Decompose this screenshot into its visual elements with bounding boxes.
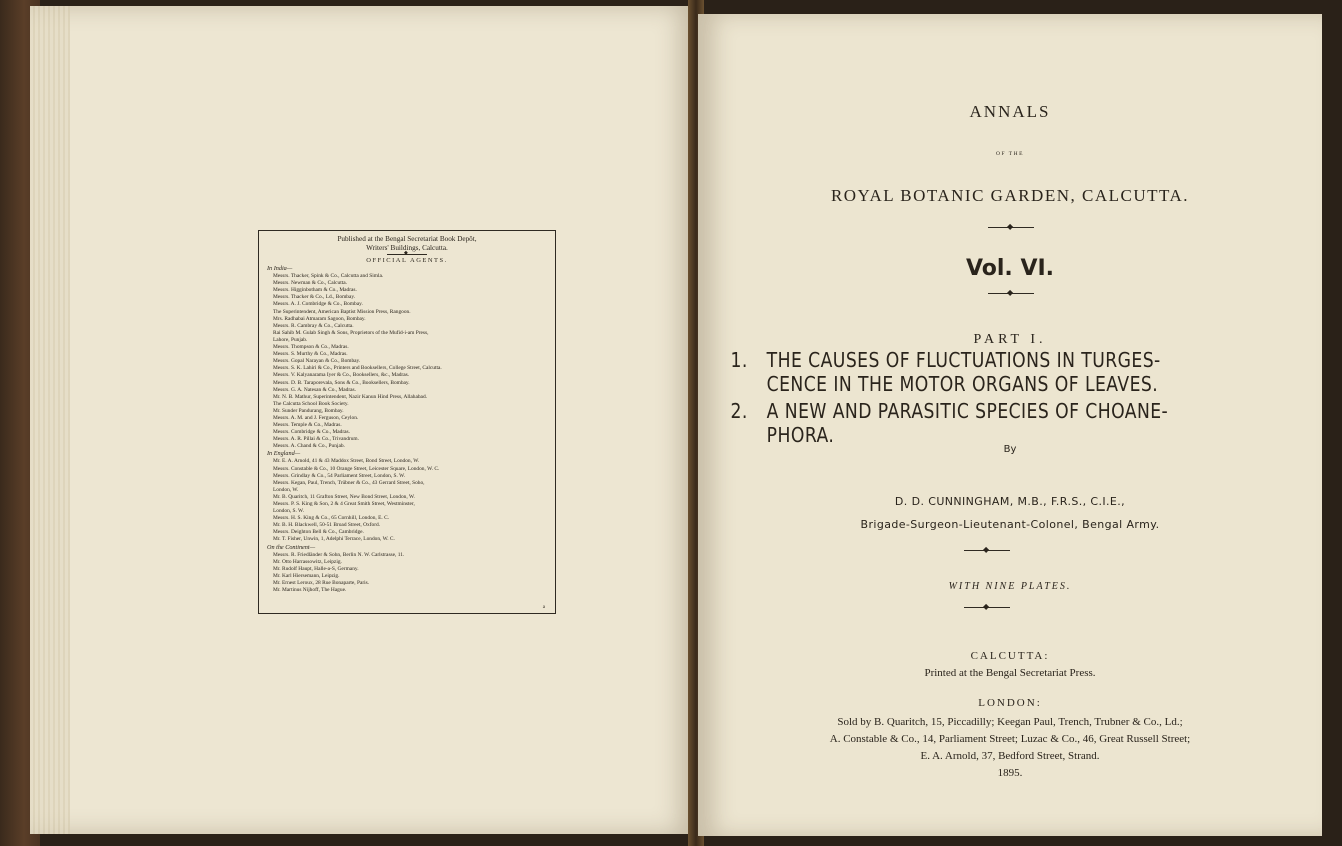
ornament-rule-4 (964, 607, 1010, 608)
left-page (30, 6, 698, 834)
of-the-line: OF THE (996, 151, 1024, 157)
agent-entry: Messrs. Higginbotham & Co., Madras. (273, 287, 357, 294)
imprint-city-london: LONDON: (978, 697, 1042, 709)
agent-entry: Messrs. Combridge & Co., Madras. (273, 429, 350, 436)
ornament-rule-3 (964, 550, 1010, 551)
agent-entry: Messrs. Kegan, Paul, Trench, Trübner & Co., 43 Gerrard Street, Soho, (273, 479, 425, 486)
ornament-rule-2 (988, 293, 1034, 294)
title-page (698, 14, 1322, 836)
plates-note: WITH NINE PLATES. (948, 581, 1072, 592)
agent-entry: Messrs. S. Murthy & Co., Madras. (273, 351, 348, 358)
publication-year: 1895. (997, 767, 1023, 779)
item-title-line-2: CENCE IN THE MOTOR ORGANS OF LEAVES. (766, 372, 1159, 396)
agent-entry: Messrs. Constable & Co., 10 Orange Street, Leicester Square, London, W. C. (273, 465, 440, 472)
england-heading: In England— (267, 450, 301, 458)
agent-entry: Mrs. Radhabai Atmaram Sagoon, Bombay. (273, 315, 366, 322)
agent-entry: Messrs. S. K. Lahiri & Co., Printers and Booksellers, College Street, Calcutta. (273, 365, 442, 372)
agent-entry: Messrs. A. J. Combridge & Co., Bombay. (273, 301, 363, 308)
sellers-line-2: A. Constable & Co., 14, Parliament Street; Luzac & Co., 46, Great Russell Street; (829, 733, 1191, 745)
item-number: 2. (730, 399, 748, 423)
sellers-line-3: E. A. Arnold, 37, Bedford Street, Strand. (920, 750, 1100, 762)
author-rank: Brigade-Surgeon-Lieutenant-Colonel, Bengal Army. (860, 518, 1160, 531)
agent-entry: Messrs. D. B. Taraporevala, Sons & Co., Booksellers, Bombay. (273, 379, 410, 386)
imprint-city-calcutta: CALCUTTA: (970, 650, 1050, 662)
agent-entry: London, S. W. (273, 508, 305, 515)
continent-heading: On the Continent— (267, 543, 316, 551)
agent-entry: Messrs. Thacker, Spink & Co., Calcutta and Simla. (273, 273, 384, 280)
agent-entry: Messrs. Deighton Bell & Co., Cambridge. (273, 529, 364, 536)
official-agents-title: OFFICIAL AGENTS. (366, 257, 448, 264)
agent-entry: Messrs. Temple & Co., Madras. (273, 422, 342, 429)
agent-entry: The Superintendent, American Baptist Mission Press, Rangoon. (273, 308, 411, 315)
agent-entry: Mr. E. A. Arnold, 41 & 43 Maddox Street, Bond Street, London, W. (273, 458, 420, 465)
annals-heading: ANNALS (969, 102, 1051, 121)
agent-entry: Mr. Rudolf Haupt, Halle-a-S, Germany. (273, 565, 359, 572)
contents-item-2 (730, 399, 1224, 447)
author-name: D. D. CUNNINGHAM, M.B., F.R.S., C.I.E., (894, 495, 1126, 508)
agent-entry: Messrs. Grindlay & Co., 54 Parliament Street, London, S. W. (273, 472, 406, 479)
item-title-line-1: THE CAUSES OF FLUCTUATIONS IN TURGES- (766, 348, 1161, 372)
official-agents-box (258, 230, 556, 614)
ornament-rule-1 (988, 227, 1034, 228)
agent-entry: London, W. (273, 486, 299, 493)
sellers-block (698, 714, 1322, 782)
publisher-line-2: Writers' Buildings, Calcutta. (366, 244, 448, 252)
agent-entry: Mr. T. Fisher, Unwin, 1, Adelphi Terrace, London, W. C. (273, 536, 395, 543)
agent-entry: Messrs. V. Kalyanarama Iyer & Co., Booksellers, &c., Madras. (273, 372, 410, 379)
agent-entry: Mr. Karl Hiersemann, Leipzig. (273, 572, 340, 579)
agent-entry: The Calcutta School Book Society. (273, 400, 349, 407)
agent-entry: Mr. B. Quaritch, 11 Grafton Street, New Bond Street, London, W. (273, 493, 415, 500)
india-agents-list (267, 273, 547, 450)
agent-entry: Mr. Ernest Leroux, 28 Rue Bonaparte, Paris. (273, 579, 370, 586)
by-line: By (1003, 444, 1017, 455)
continent-agents-list (267, 552, 547, 595)
india-heading: In India— (267, 265, 293, 273)
agent-entry: Messrs. R. Friedländer & Sohn, Berlin N. W. Carlstrasse, 11. (273, 551, 405, 558)
agent-entry: Messrs. Gopal Narayan & Co., Bombay. (273, 358, 361, 365)
part-number: PART I. (973, 332, 1047, 347)
agent-entry: Messrs. Thompson & Co., Madras. (273, 344, 349, 351)
agent-entry: Messrs. G. A. Natesan & Co., Madras. (273, 386, 356, 393)
item-title-line-2: PHORA. (766, 423, 835, 447)
england-agents-list (267, 458, 547, 543)
item-title-line-1: A NEW AND PARASITIC SPECIES OF CHOANE- (766, 399, 1169, 423)
publisher-line-1: Published at the Bengal Secretariat Book Depôt, (337, 235, 477, 243)
volume-number: Vol. VI. (965, 256, 1055, 281)
agent-entry: Rai Sahib M. Gulab Singh & Sons, Proprietors of the Mufid-i-am Press, (273, 329, 429, 336)
agent-entry: Messrs. A. M. and J. Ferguson, Ceylon. (273, 414, 359, 421)
signature-mark: a (542, 604, 545, 610)
agent-entry: Lahore, Punjab. (273, 336, 308, 343)
contents-item-1 (730, 348, 1224, 396)
agent-entry: Messrs. A. Chand & Co., Punjab. (273, 443, 345, 450)
agent-entry: Messrs. A. R. Pillai & Co., Trivandrum. (273, 436, 359, 443)
agent-entry: Mr. B. H. Blackwell, 50-51 Broad Street, Oxford. (273, 522, 381, 529)
agent-entry: Messrs. Newman & Co., Calcutta. (273, 280, 347, 287)
garden-title: ROYAL BOTANIC GARDEN, CALCUTTA. (830, 186, 1190, 205)
agent-entry: Mr. Sunder Pandurang, Bombay. (273, 407, 344, 414)
agent-entry: Mr. Otto Harrassowitz, Leipzig. (273, 558, 342, 565)
agent-entry: Messrs. Thacker & Co., Ld., Bombay. (273, 294, 356, 301)
item-number: 1. (730, 348, 748, 372)
sellers-line-1: Sold by B. Quaritch, 15, Piccadilly; Keegan Paul, Trench, Trubner & Co., Ld.; (837, 716, 1183, 728)
agent-entry: Messrs. H. S. King & Co., 65 Cornhill, London, E. C. (273, 515, 390, 522)
agent-entry: Messrs. P. S. King & Son, 2 & 4 Great Smith Street, Westminster, (273, 501, 415, 507)
agent-entry: Mr. Martinus Nijhoff, The Hague. (273, 587, 347, 594)
ornament-rule (387, 254, 427, 255)
printer-line: Printed at the Bengal Secretariat Press. (924, 667, 1096, 679)
agent-entry: Messrs. R. Cambray & Co., Calcutta. (273, 322, 354, 329)
agent-entry: Mr. N. B. Mathur, Superintendent, Nazir Kanun Hind Press, Allahabad. (273, 393, 427, 400)
